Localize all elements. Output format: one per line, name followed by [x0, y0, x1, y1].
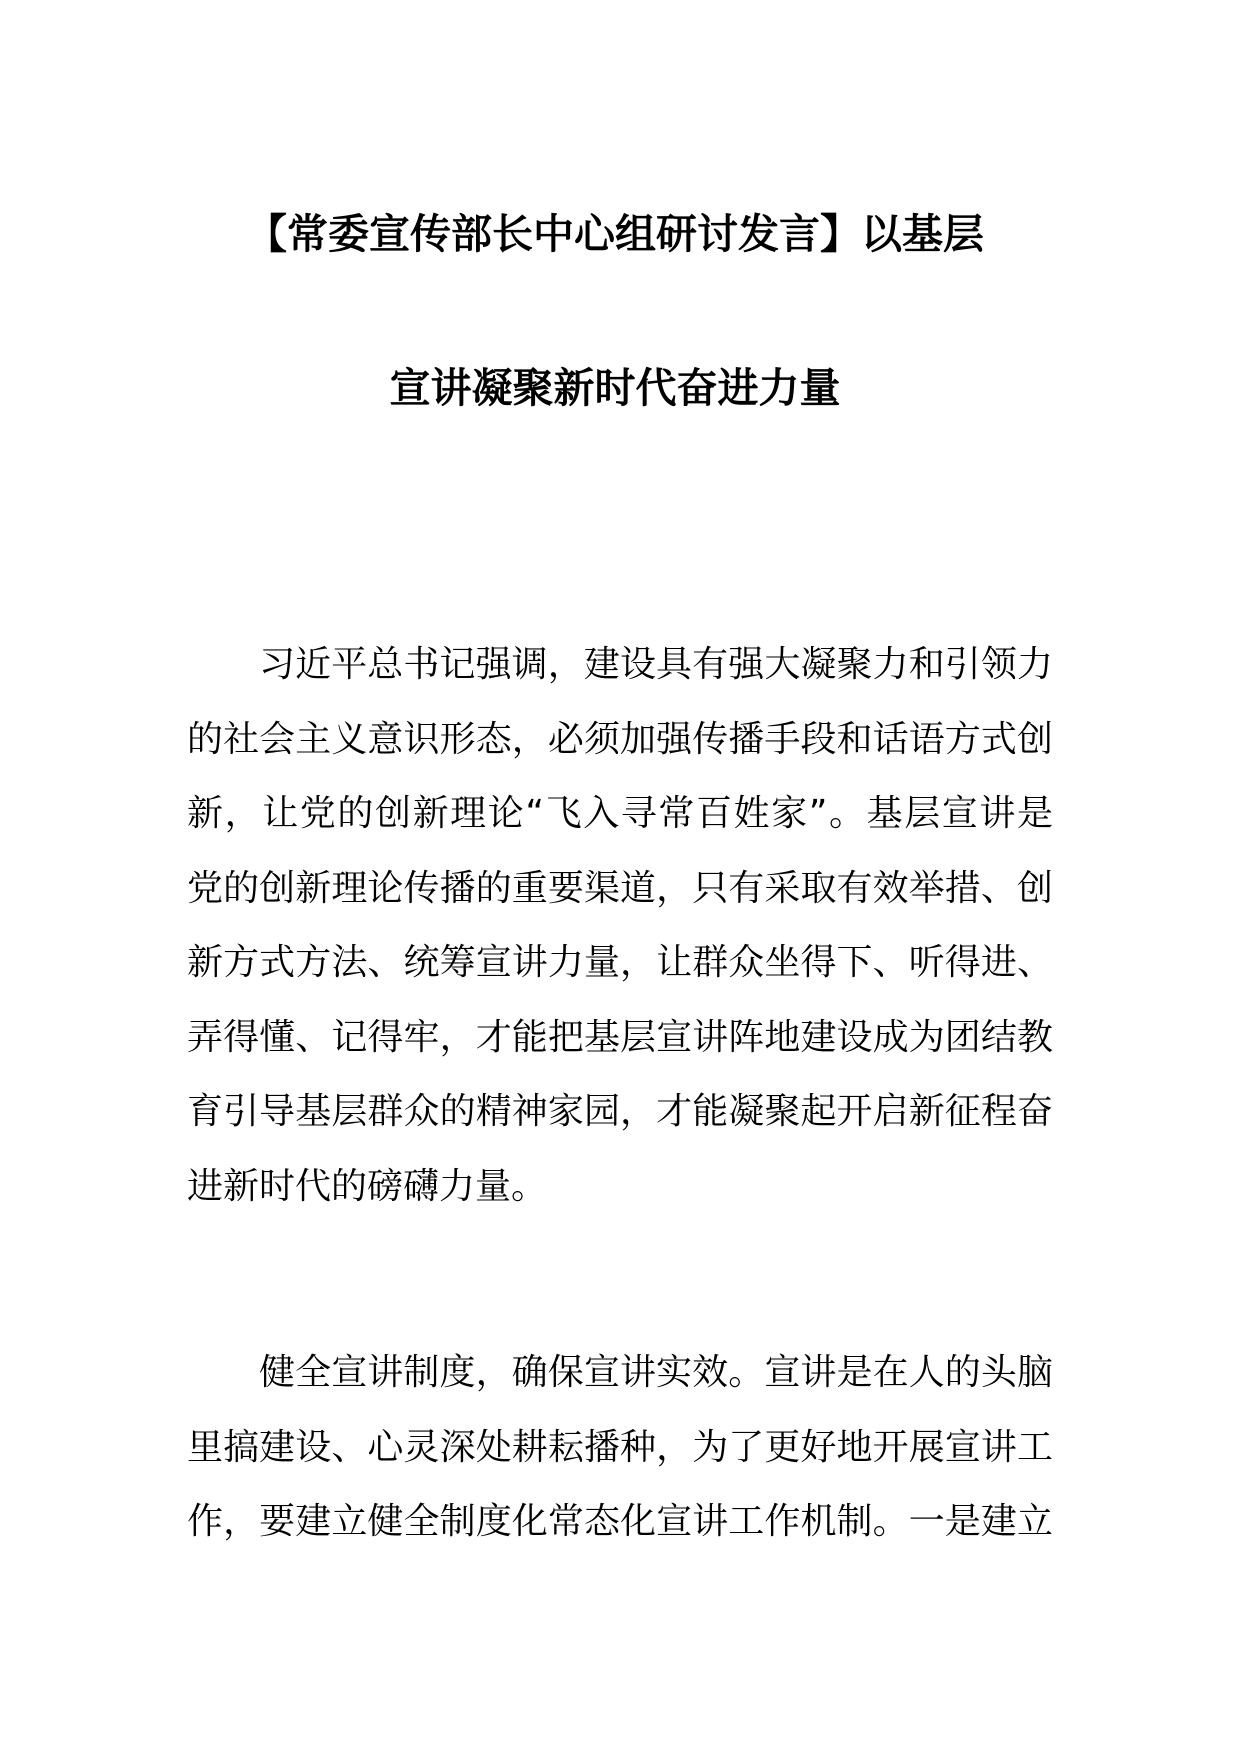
paragraph-line: 里搞建设、心灵深处耕耘播种，为了更好地开展宣讲工 [187, 1426, 1053, 1468]
document-title-line-1: 【常委宣传部长中心组研讨发言】以基层 [246, 210, 984, 258]
paragraph-line: 新方式方法、统筹宣讲力量，让群众坐得下、听得进、 [187, 942, 1053, 983]
body-paragraph-2 [187, 1336, 1053, 1560]
document-title-line-2: 宣讲凝聚新时代奋进力量 [389, 364, 841, 412]
body-paragraph-1 [187, 628, 1053, 1224]
paragraph-line: 新，让党的创新理论“飞入寻常百姓家”。基层宣讲是 [187, 793, 1053, 834]
paragraph-line: 的社会主义意识形态，必须加强传播手段和话语方式创 [187, 718, 1053, 760]
paragraph-line: 习近平总书记强调，建设具有强大凝聚力和引领力 [259, 644, 1053, 685]
paragraph-line: 作，要建立健全制度化常态化宣讲工作机制。一是建立 [187, 1501, 1053, 1542]
paragraph-line: 育引导基层群众的精神家园，才能凝聚起开启新征程奋 [187, 1091, 1053, 1132]
paragraph-line: 党的创新理论传播的重要渠道，只有采取有效举措、创 [187, 867, 1053, 909]
paragraph-line: 健全宣讲制度，确保宣讲实效。宣讲是在人的头脑 [259, 1352, 1053, 1393]
paragraph-line: 进新时代的磅礴力量。 [187, 1165, 548, 1207]
paragraph-line: 弄得懂、记得牢，才能把基层宣讲阵地建设成为团结教 [187, 1016, 1053, 1058]
